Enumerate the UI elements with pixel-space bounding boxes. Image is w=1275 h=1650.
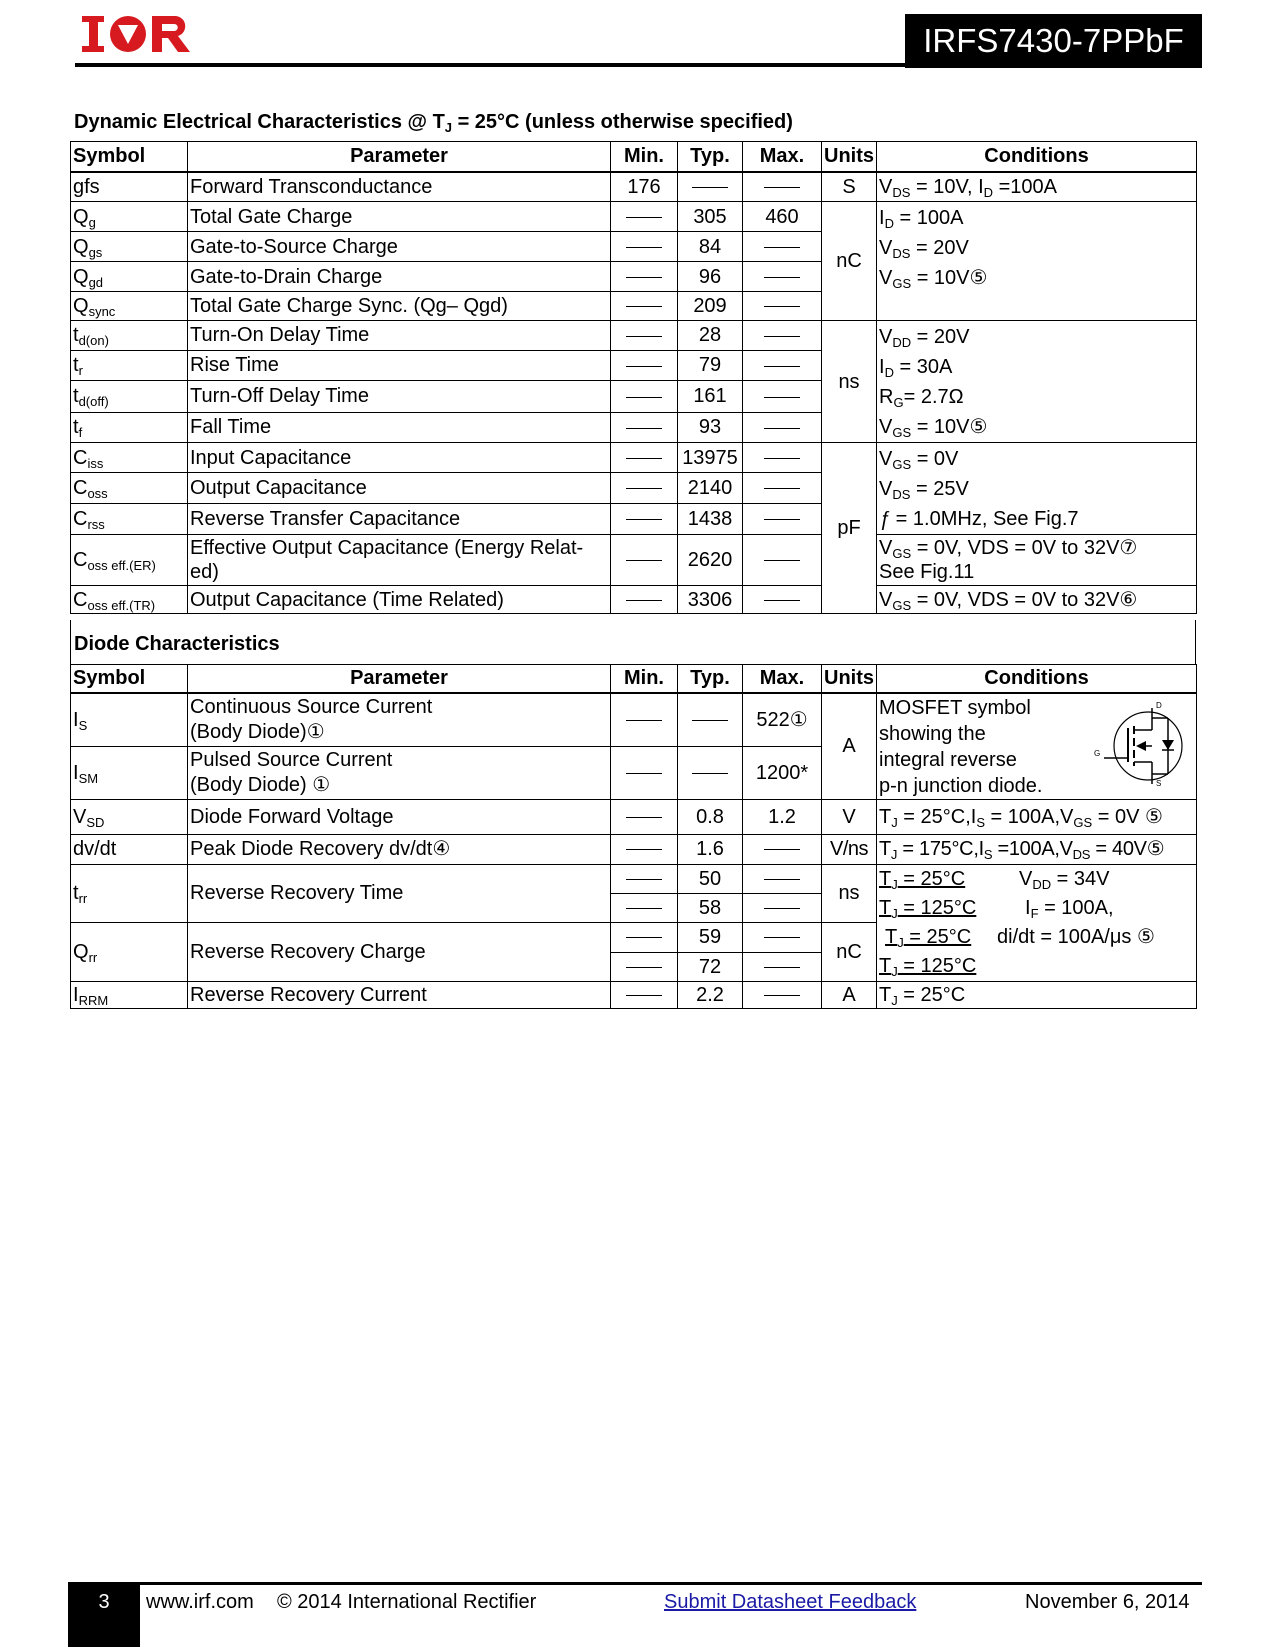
col-max: Max. — [743, 142, 822, 172]
dash — [626, 488, 662, 489]
dash — [626, 277, 662, 278]
dash — [626, 458, 662, 459]
table-row: $C_{oss eff.(ER)}$ Effective Output Capacitance (Energy Relat- ed) 2620 $V_{GS} = 0V$, VDS = 0V to 32V⑦ See Fig.11 — [71, 535, 1197, 586]
dash — [764, 428, 800, 429]
col-max: Max. — [743, 665, 822, 693]
page-number: 3 — [68, 1585, 140, 1647]
dash — [626, 720, 662, 721]
dash — [764, 366, 800, 367]
dash — [764, 277, 800, 278]
dash — [626, 247, 662, 248]
col-units: Units — [822, 142, 877, 172]
col-symbol: Symbol — [71, 665, 188, 693]
col-parameter: Parameter — [188, 665, 611, 693]
dash — [692, 720, 728, 721]
dash — [764, 397, 800, 398]
dash — [764, 908, 800, 909]
dash — [764, 247, 800, 248]
dash — [626, 879, 662, 880]
table-row: $t_{d(off)}$ Turn-Off Delay Time 161 — [71, 380, 1197, 412]
table-row: $Q_{gd}$ Gate-to-Drain Charge 96 — [71, 262, 1197, 292]
dash — [626, 336, 662, 337]
ior-logo — [80, 14, 204, 54]
gate-label: G — [1094, 748, 1101, 758]
dash — [764, 600, 800, 601]
col-min: Min. — [611, 142, 678, 172]
dash — [626, 428, 662, 429]
table-row: 58 — [71, 893, 1197, 922]
dash — [626, 967, 662, 968]
footer-copyright: © 2014 International Rectifier — [277, 1591, 537, 1613]
table-row: $t_{rr}$ Reverse Recovery Time 50 ns $T_J = 25^\circ C$ $V_{DD} = 34V$ $T_J = 125^\circ C$ $I_F = 100A$, $T_J = 25^\circ C$ di/dt = 100A/μs ⑤ $T_J = 125^\circ C$ — [71, 864, 1197, 893]
table-row: $C_{oss eff.(TR)}$ Output Capacitance (Time Related) 3306 $V_{GS} = 0V$, VDS = 0V to 32V⑥ — [71, 586, 1197, 614]
table-row: $Q_{sync}$ Total Gate Charge Sync. (Qg– Qgd) 209 — [71, 292, 1197, 321]
table-row: 72 — [71, 952, 1197, 981]
table-row: $C_{iss}$ Input Capacitance 13975 pF $V_{GS} = 0V$ $V_{DS} = 25V$ ƒ = 1.0MHz, See Fig.7 — [71, 443, 1197, 473]
dash — [764, 519, 800, 520]
table-row: $Q_{gs}$ Gate-to-Source Charge 84 — [71, 232, 1197, 262]
table-row: $t_r$ Rise Time 79 — [71, 350, 1197, 380]
dash — [764, 995, 800, 996]
dash — [764, 560, 800, 561]
table-row: $I_{RRM}$ Reverse Recovery Current 2.2 A $T_J = 25^\circ C$ — [71, 981, 1197, 1008]
dash — [626, 995, 662, 996]
col-min: Min. — [611, 665, 678, 693]
dynamic-table — [70, 141, 1197, 614]
table-row: $C_{rss}$ Reverse Transfer Capacitance 1438 — [71, 503, 1197, 534]
drain-label: D — [1156, 700, 1162, 710]
dash — [626, 217, 662, 218]
dash — [626, 817, 662, 818]
dash — [626, 773, 662, 774]
col-conditions: Conditions — [877, 142, 1197, 172]
table-row: dv/dt Peak Diode Recovery dv/dt④ 1.6 V/ns $T_J = 175^\circ C,I_S =100A,V_{DS}$ = 40V⑤ — [71, 834, 1197, 864]
footer-date: November 6, 2014 — [1025, 1591, 1190, 1613]
dash — [764, 879, 800, 880]
col-conditions: Conditions — [877, 665, 1197, 693]
dash — [692, 187, 728, 188]
footer-site[interactable]: www.irf.com — [146, 1591, 254, 1613]
dash — [626, 600, 662, 601]
dash — [764, 306, 800, 307]
table-row: $t_f$ Fall Time 93 — [71, 412, 1197, 442]
table-row: gfs Forward Transconductance 176 S $V_{DS} = 10V$, $I_D =100A$ — [71, 172, 1197, 202]
dash — [764, 488, 800, 489]
mosfet-symbol-icon — [1090, 700, 1190, 788]
dash — [626, 519, 662, 520]
col-typ: Typ. — [678, 665, 743, 693]
dash — [692, 773, 728, 774]
col-units: Units — [822, 665, 877, 693]
dash — [626, 849, 662, 850]
dash — [626, 937, 662, 938]
table-row: $C_{oss}$ Output Capacitance 2140 — [71, 473, 1197, 503]
dash — [764, 187, 800, 188]
table-row: $V_{SD}$ Diode Forward Voltage 0.8 1.2 V $T_J = 25^\circ C,I_S = 100A,V_{GS} = 0V$ ⑤ — [71, 799, 1197, 834]
dash — [764, 849, 800, 850]
table-row: $I_S$ Continuous Source Current (Body Diode)① 522① A MOSFET symbol showing the integral reverse p-n junction diode. D G S — [71, 693, 1197, 747]
dash — [626, 306, 662, 307]
table-row: $I_{SM}$ Pulsed Source Current (Body Diode) ① 1200* — [71, 746, 1197, 799]
header-rule — [75, 63, 1202, 67]
recovery-conditions: $T_J = 25^\circ C$ $V_{DD} = 34V$ $T_J = 125^\circ C$ $I_F = 100A$, $T_J = 25^\circ C$ di/dt = 100A/μs ⑤ $T_J = 125^\circ C$ — [877, 864, 1197, 981]
col-typ: Typ. — [678, 142, 743, 172]
dynamic-heading: Dynamic Electrical Characteristics @ $T_J = 25^\circ C$ (unless otherwise specified) — [74, 111, 793, 135]
dash — [764, 458, 800, 459]
diode-heading: Diode Characteristics — [74, 633, 280, 655]
col-symbol: Symbol — [71, 142, 188, 172]
table-row: $Q_g$ Total Gate Charge 305 460 nC $I_D = 100A$ $V_{DS} = 20V$ $V_{GS}$ = 10V⑤ — [71, 202, 1197, 232]
dash — [626, 560, 662, 561]
dash — [764, 937, 800, 938]
dash — [764, 336, 800, 337]
source-label: S — [1156, 778, 1162, 788]
part-number: IRFS7430-7PPbF — [905, 14, 1202, 68]
table-row: $Q_{rr}$ Reverse Recovery Charge 59 nC — [71, 922, 1197, 952]
dash — [626, 908, 662, 909]
dash — [626, 397, 662, 398]
table-row: $t_{d(on)}$ Turn-On Delay Time 28 ns $V_{DD} = 20V$ $I_D = 30A$ $R_G= 2.7\Omega$ $V_{GS}$ = 10V⑤ — [71, 321, 1197, 351]
mosfet-symbol-cell: MOSFET symbol showing the integral reverse p-n junction diode. D G S — [877, 693, 1197, 800]
col-parameter: Parameter — [188, 142, 611, 172]
dash — [764, 967, 800, 968]
dash — [626, 366, 662, 367]
footer-rule — [68, 1582, 1202, 1585]
diode-table — [70, 664, 1197, 1009]
feedback-link[interactable]: Submit Datasheet Feedback — [664, 1591, 917, 1613]
